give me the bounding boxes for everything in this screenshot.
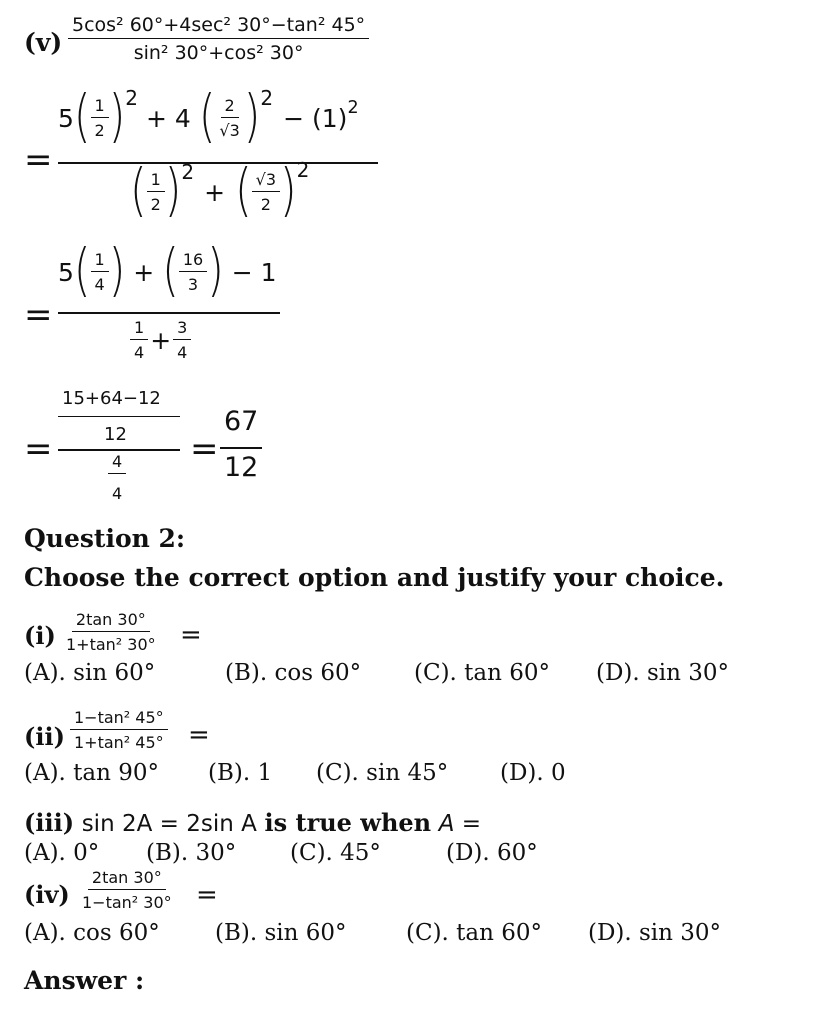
item-ii-fraction: [70, 708, 168, 752]
part-v-denominator: sin² 30°+cos² 30°: [133, 42, 304, 64]
minus-one: − 1: [231, 257, 277, 287]
item-ii-num: 1−tan² 45°: [70, 708, 168, 730]
step1-numerator: 5 ( $\frac{1}{2}$ ) 2 + 4 ( $\frac{2}{√3}$ ) 2 − (1) 2: [58, 83, 359, 151]
item-iii-option-d: (D). 60°: [446, 840, 538, 866]
d2-num: 3: [173, 318, 191, 340]
question-instruction: Choose the correct option and justify your choice.: [24, 563, 725, 592]
item-iv-label: (iv): [24, 880, 70, 909]
sixteen-num: 16: [179, 250, 207, 272]
exp: 2: [296, 158, 310, 182]
answer-label: Answer :: [24, 966, 145, 995]
quarter-num: 1: [91, 250, 109, 272]
exp: 2: [125, 86, 139, 110]
result-denominator: 12: [224, 452, 259, 483]
exp: 2: [347, 98, 359, 119]
equals-sign-4: =: [190, 429, 219, 469]
step1-fraction-bar: [58, 162, 378, 164]
item-ii-option-a: (A). tan 90°: [24, 760, 160, 786]
item-ii-label: (ii): [24, 722, 65, 751]
step2-fraction-bar: [58, 312, 280, 314]
item-i-label: (i): [24, 621, 56, 650]
plus: +: [133, 257, 155, 287]
item-i-den: 1+tan² 30°: [66, 635, 156, 654]
item-iii-equation: sin 2A = 2sin A: [81, 811, 257, 837]
item-iii-condition: is true when: [264, 808, 432, 837]
half-den: 2: [94, 121, 105, 140]
step3-main-bar: [58, 449, 180, 451]
item-ii-den: 1+tan² 45°: [74, 733, 164, 752]
step3-top: 15+64−12: [62, 388, 161, 409]
two-num: 2: [221, 96, 239, 118]
plus-four: + 4: [146, 103, 191, 133]
item-i-fraction: [62, 610, 160, 654]
root3-num: √3: [252, 170, 280, 192]
item-i-equals: =: [180, 620, 202, 650]
den-half-den: 2: [150, 195, 161, 214]
item-iv-den: 1−tan² 30°: [82, 893, 172, 912]
item-iii-variable: A =: [438, 811, 482, 837]
item-i-option-c: (C). tan 60°: [414, 660, 551, 686]
root3-over: 2: [260, 195, 271, 214]
item-i-num: 2tan 30°: [72, 610, 150, 632]
item-i-option-b: (B). cos 60°: [225, 660, 362, 686]
exp: 2: [260, 86, 274, 110]
equals-sign-3: =: [24, 429, 53, 469]
half-num: 1: [91, 96, 109, 118]
result-numerator: 67: [224, 406, 259, 437]
step3-mid: 12: [104, 424, 127, 445]
item-iv-num: 2tan 30°: [88, 868, 166, 890]
item-ii-equals: =: [188, 720, 210, 750]
item-iii-option-c: (C). 45°: [290, 840, 381, 866]
step3-low-bar: [108, 473, 126, 474]
item-iv-equals: =: [196, 880, 218, 910]
item-i-option-a: (A). sin 60°: [24, 660, 156, 686]
d2-den: 4: [177, 343, 188, 362]
plus: +: [204, 177, 226, 207]
part-v-numerator: 5cos² 60°+4sec² 30°−tan² 45°: [68, 14, 369, 39]
item-iii-label: (iii): [24, 808, 75, 837]
three-den: 3: [187, 275, 199, 294]
item-iv-fraction: [78, 868, 176, 912]
item-ii-option-d: (D). 0: [500, 760, 566, 786]
item-iv-option-a: (A). cos 60°: [24, 920, 160, 946]
coef: 5: [58, 103, 74, 133]
coef: 5: [58, 257, 74, 287]
part-v-label: (v): [24, 28, 63, 57]
den-half-num: 1: [147, 170, 165, 192]
item-ii-option-c: (C). sin 45°: [316, 760, 449, 786]
part-v-fraction: [68, 14, 369, 64]
root3-den: √3: [219, 121, 240, 140]
equals-sign-2: =: [24, 295, 53, 335]
step3-low-den: 4: [112, 484, 123, 503]
step3-low-num: 4: [112, 452, 123, 471]
d1-den: 4: [134, 343, 145, 362]
item-i-option-d: (D). sin 30°: [596, 660, 730, 686]
step3-top-bar: [58, 416, 180, 417]
item-iii-statement: [24, 808, 481, 837]
step2-numerator: 5 ( $\frac{1}{4}$ ) + ( $\frac{16}{3}$ ) − 1: [58, 237, 277, 305]
result-bar: [220, 447, 262, 449]
step1-denominator: ( $\frac{1}{2}$ ) 2 + ( $\frac{√3}{2}$ ) 2: [130, 157, 310, 225]
item-iii-option-b: (B). 30°: [146, 840, 237, 866]
item-iv-option-d: (D). sin 30°: [588, 920, 722, 946]
equals-sign-1: =: [24, 140, 53, 180]
question-heading: Question 2:: [24, 524, 186, 553]
item-iii-option-a: (A). 0°: [24, 840, 100, 866]
item-iv-option-c: (C). tan 60°: [406, 920, 543, 946]
plus: +: [150, 325, 172, 355]
d1-num: 1: [130, 318, 148, 340]
step2-denominator: [130, 318, 191, 362]
quarter-den: 4: [94, 275, 105, 294]
minus-one: − (1): [283, 103, 348, 133]
item-iv-option-b: (B). sin 60°: [215, 920, 347, 946]
item-ii-option-b: (B). 1: [208, 760, 273, 786]
exp: 2: [181, 160, 195, 184]
